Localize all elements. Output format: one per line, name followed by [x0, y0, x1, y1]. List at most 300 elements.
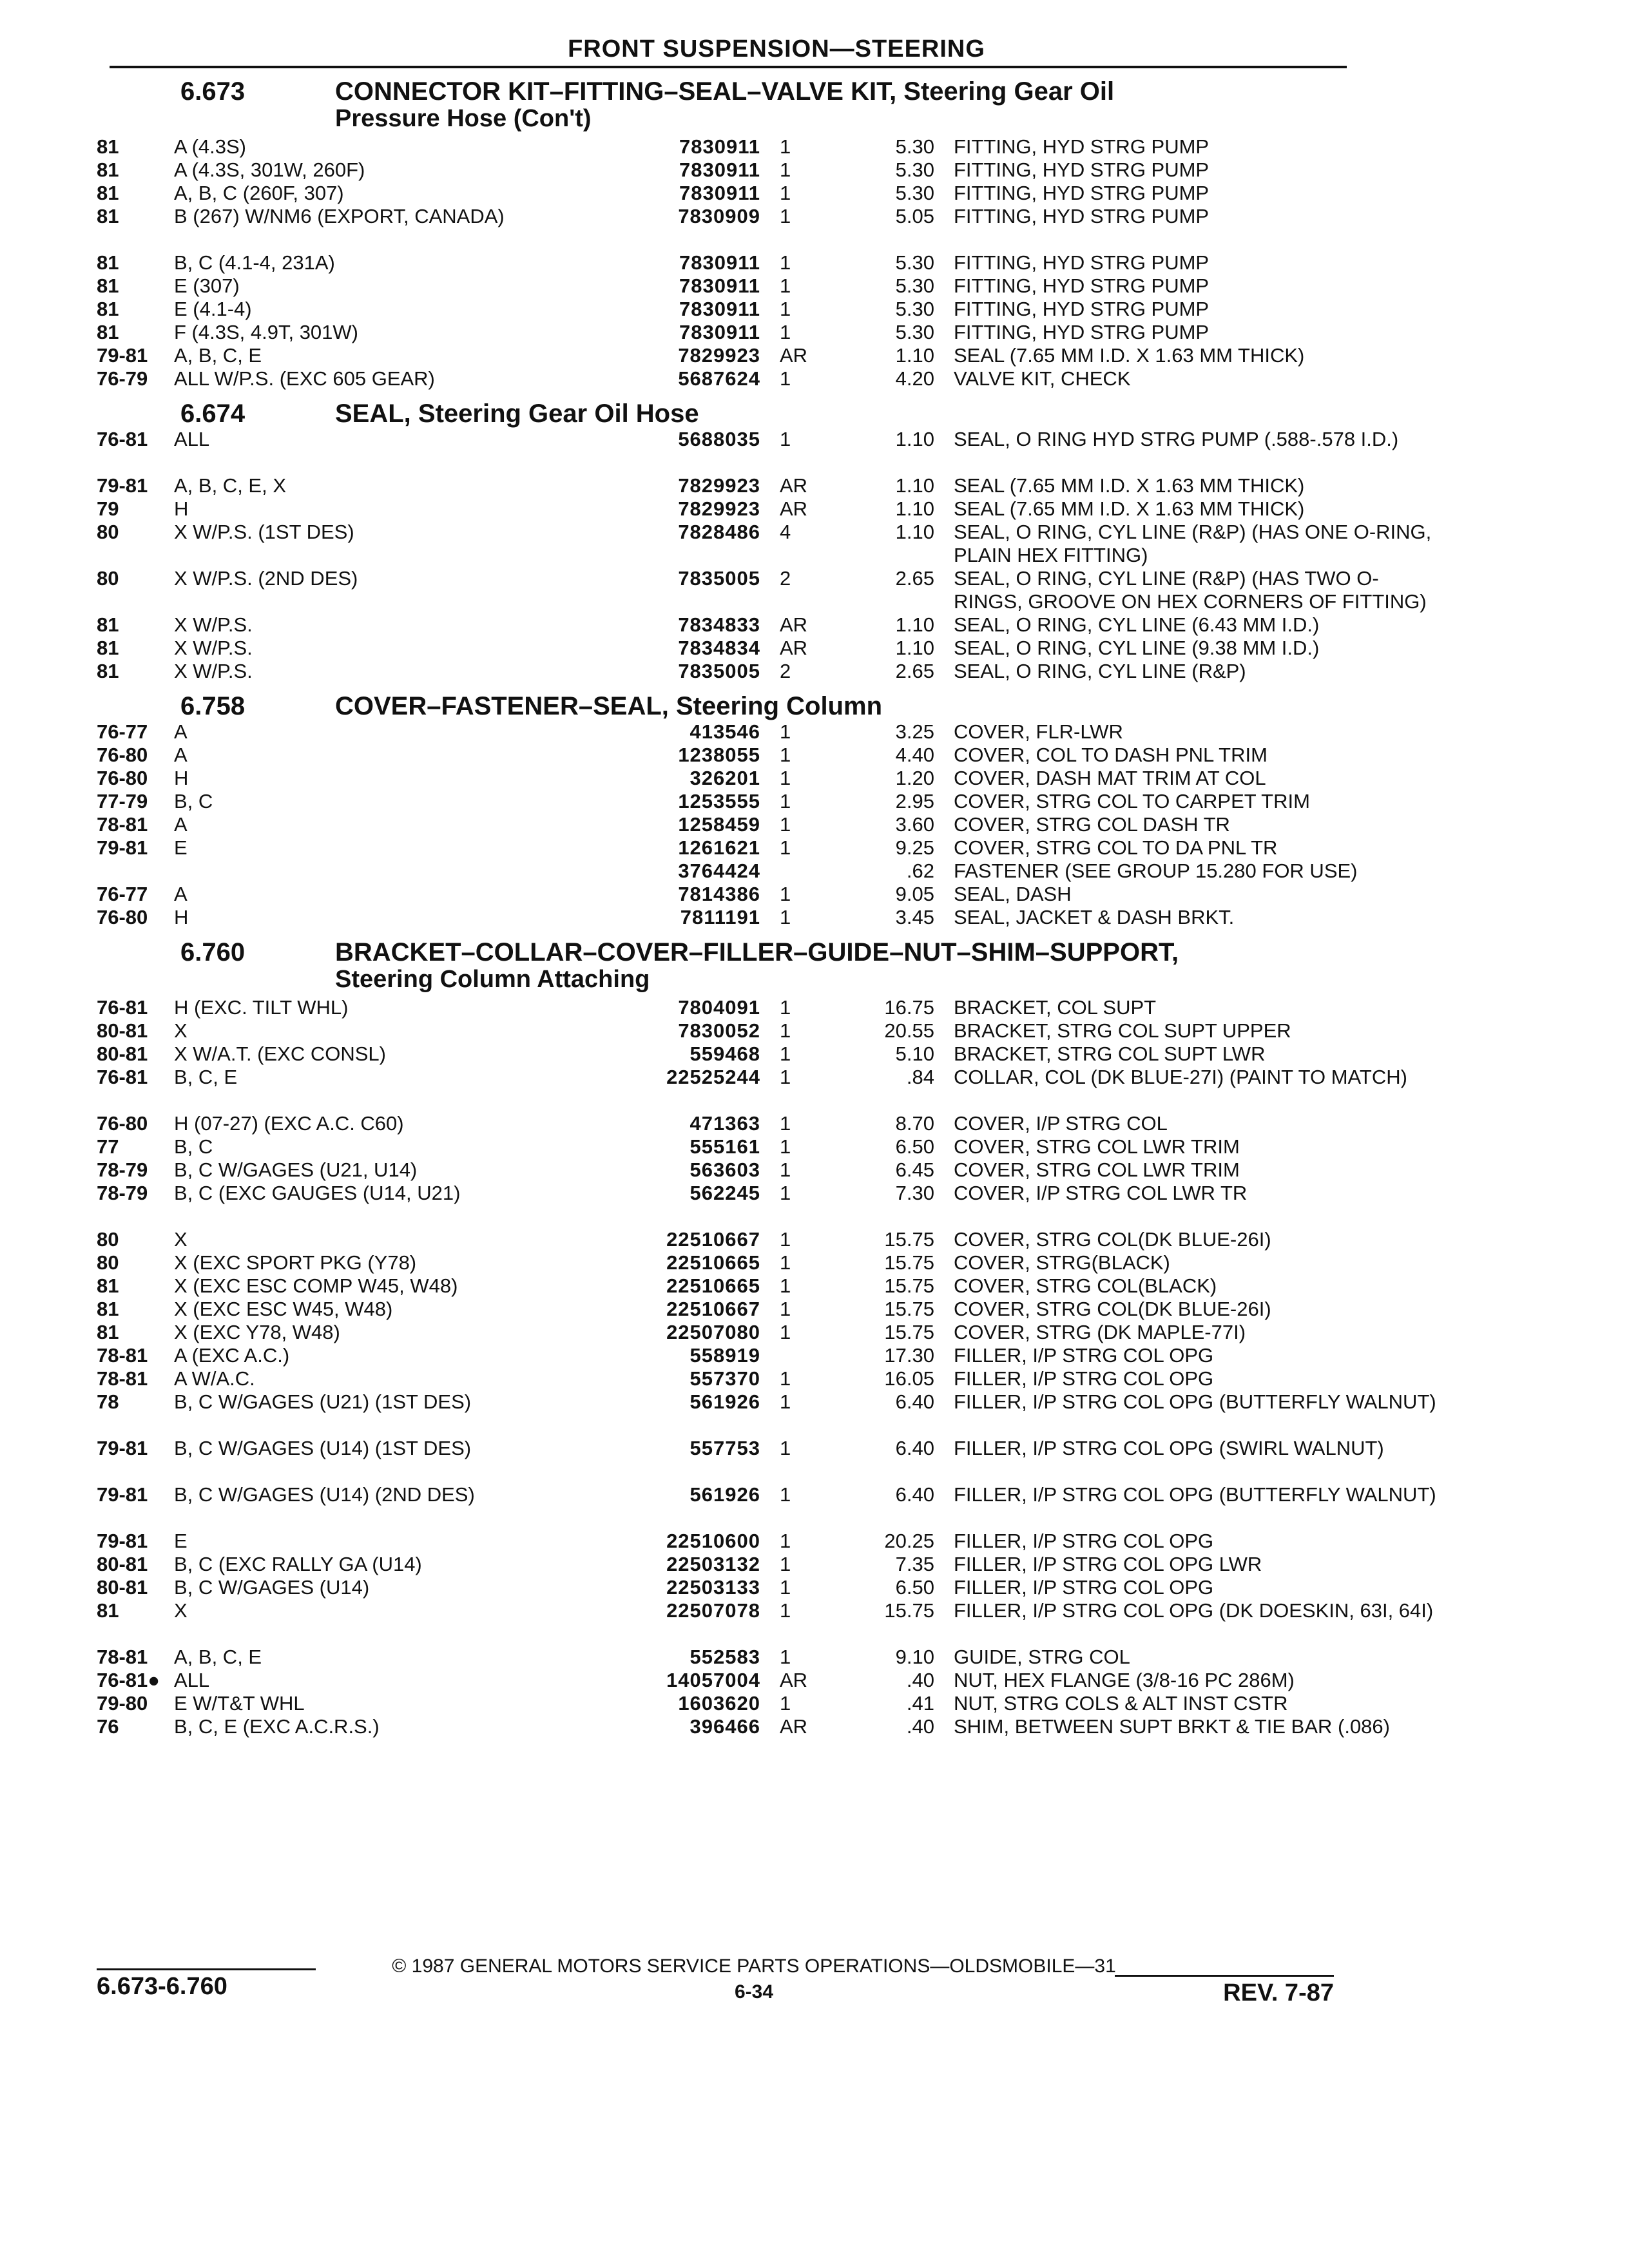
quantity: 1 — [780, 1599, 791, 1622]
year-range: 78-79 — [97, 1182, 148, 1204]
part-number: 471363 — [689, 1112, 760, 1135]
parts-row — [97, 1135, 1347, 1158]
model-application: B, C W/GAGES (U14) (1ST DES) — [174, 1437, 472, 1459]
year-range: 80 — [97, 1251, 119, 1274]
part-description: FITTING, HYD STRG PUMP — [954, 298, 1210, 320]
part-description: COVER, FLR-LWR — [954, 720, 1123, 743]
part-description: FILLER, I/P STRG COL OPG — [954, 1344, 1214, 1367]
parts-row — [97, 1158, 1347, 1182]
quantity: 1 — [780, 159, 791, 181]
part-description: COLLAR, COL (DK BLUE-27I) (PAINT TO MATCH) — [954, 1066, 1407, 1088]
part-description: VALVE KIT, CHECK — [954, 367, 1131, 390]
parts-row — [97, 720, 1347, 744]
part-description: FILLER, I/P STRG COL OPG (DK DOESKIN, 63I, 64I) — [954, 1599, 1434, 1622]
part-description: SEAL, O RING, CYL LINE (R&P) (HAS TWO O-RINGS, GROOVE ON HEX CORNERS OF FITTING) — [954, 567, 1427, 613]
model-application: X W/A.T. (EXC CONSL) — [174, 1043, 386, 1065]
price: .40 — [906, 1715, 934, 1738]
year-range: 79-81 — [97, 474, 148, 497]
quantity: 1 — [780, 1483, 791, 1506]
price: 1.10 — [895, 428, 934, 450]
model-application: H — [174, 906, 189, 928]
price: 5.30 — [895, 159, 934, 181]
parts-row — [97, 1019, 1347, 1043]
part-description: SEAL (7.65 MM I.D. X 1.63 MM THICK) — [954, 497, 1305, 520]
part-number: 326201 — [689, 767, 760, 789]
parts-row — [97, 1576, 1347, 1599]
part-number: 555161 — [689, 1135, 760, 1158]
quantity: 1 — [780, 1367, 791, 1390]
year-range: 81 — [97, 637, 119, 659]
price: .41 — [906, 1692, 934, 1715]
parts-row — [97, 1367, 1347, 1390]
page-title: FRONT SUSPENSION—STEERING — [568, 35, 985, 62]
price: 9.05 — [895, 883, 934, 905]
year-range: 80 — [97, 567, 119, 590]
part-description: SEAL, O RING, CYL LINE (6.43 MM I.D.) — [954, 613, 1320, 636]
quantity: 1 — [780, 182, 791, 204]
quantity: 1 — [780, 996, 791, 1019]
price: 20.55 — [884, 1019, 934, 1042]
section-title: SEAL, Steering Gear Oil Hose — [335, 399, 699, 428]
parts-row — [97, 1344, 1347, 1367]
part-description: FITTING, HYD STRG PUMP — [954, 251, 1210, 274]
parts-row — [97, 1437, 1384, 1483]
parts-row — [97, 660, 1347, 683]
price: 6.40 — [895, 1483, 934, 1506]
part-number: 7834833 — [678, 613, 760, 636]
quantity: 1 — [780, 1182, 791, 1204]
part-description: COVER, I/P STRG COL LWR TR — [954, 1182, 1248, 1204]
year-range: 81 — [97, 159, 119, 181]
parts-row — [97, 1066, 1407, 1112]
parts-row — [97, 996, 1347, 1019]
part-number: 7830911 — [679, 135, 760, 158]
part-number: 557753 — [689, 1437, 760, 1459]
year-range: 76-81 — [97, 1066, 148, 1088]
part-number: 22503132 — [666, 1553, 760, 1575]
catalog-section — [97, 938, 1436, 1762]
part-number: 7829923 — [678, 344, 760, 367]
price: 6.45 — [895, 1158, 934, 1181]
price: 15.75 — [884, 1274, 934, 1297]
part-description: FILLER, I/P STRG COL OPG (SWIRL WALNUT) — [954, 1437, 1384, 1459]
year-range: 76-81 — [97, 428, 148, 450]
part-number: 7830052 — [678, 1019, 760, 1042]
section-number: 6.760 — [180, 938, 246, 966]
model-application: B, C, E — [174, 1066, 238, 1088]
parts-row — [97, 860, 1358, 883]
model-application: X W/P.S. — [174, 660, 253, 682]
parts-row — [97, 428, 1399, 474]
price: 1.10 — [895, 521, 934, 543]
quantity: 2 — [780, 660, 791, 682]
model-application: A (EXC A.C.) — [174, 1344, 290, 1367]
model-application: A W/A.C. — [174, 1367, 255, 1390]
price: 8.70 — [895, 1112, 934, 1135]
part-description: FITTING, HYD STRG PUMP — [954, 274, 1210, 297]
model-application: A (4.3S, 301W, 260F) — [174, 159, 365, 181]
price: 7.30 — [895, 1182, 934, 1204]
year-range: 80 — [97, 521, 119, 543]
year-range: 80-81 — [97, 1019, 148, 1042]
price: .62 — [906, 860, 934, 882]
parts-row — [97, 1483, 1436, 1530]
part-description: FITTING, HYD STRG PUMP — [954, 321, 1210, 343]
part-description: COVER, STRG COL TO CARPET TRIM — [954, 790, 1310, 812]
year-range: 81 — [97, 1321, 119, 1343]
part-description: FILLER, I/P STRG COL OPG (BUTTERFLY WALNUT) — [954, 1390, 1436, 1413]
part-number: 22507078 — [666, 1599, 760, 1622]
price: 5.10 — [895, 1043, 934, 1065]
parts-row — [97, 1043, 1347, 1066]
year-range: 76-77 — [97, 883, 148, 905]
year-range: 78-81 — [97, 813, 148, 836]
part-number: 7830911 — [679, 182, 760, 204]
year-range: 80 — [97, 1228, 119, 1251]
quantity: 1 — [780, 813, 791, 836]
quantity: 1 — [780, 1043, 791, 1065]
part-number: 7829923 — [678, 497, 760, 520]
part-description: SHIM, BETWEEN SUPT BRKT & TIE BAR (.086) — [954, 1715, 1390, 1738]
model-application: H (EXC. TILT WHL) — [174, 996, 349, 1019]
parts-row — [97, 1646, 1347, 1669]
parts-row — [97, 321, 1347, 344]
parts-row — [97, 767, 1347, 790]
price: 3.25 — [895, 720, 934, 743]
quantity: 1 — [780, 251, 791, 274]
parts-row — [97, 637, 1347, 660]
part-number: 22525244 — [666, 1066, 760, 1088]
quantity: 1 — [780, 1437, 791, 1459]
model-application: ALL — [174, 1669, 210, 1691]
quantity: AR — [780, 497, 808, 520]
part-number: 7828486 — [678, 521, 760, 543]
parts-row — [97, 1112, 1347, 1135]
model-application: F (4.3S, 4.9T, 301W) — [174, 321, 358, 343]
year-range: 79-81 — [97, 836, 148, 859]
price: 15.75 — [884, 1228, 934, 1251]
model-application: A — [174, 813, 188, 836]
model-application: A (4.3S) — [174, 135, 246, 158]
model-application: H — [174, 767, 189, 789]
quantity: 1 — [780, 1066, 791, 1088]
quantity: 2 — [780, 567, 791, 590]
section-header — [180, 399, 1347, 428]
quantity: 1 — [780, 720, 791, 743]
part-number: 7830911 — [679, 159, 760, 181]
parts-row — [97, 1669, 1347, 1692]
quantity: 4 — [780, 521, 791, 543]
year-range: 77-79 — [97, 790, 148, 812]
price: 3.60 — [895, 813, 934, 836]
year-range: 80-81 — [97, 1553, 148, 1575]
part-description: COVER, STRG COL DASH TR — [954, 813, 1230, 836]
year-range: 81 — [97, 1599, 119, 1622]
section-subtitle: Pressure Hose (Con't) — [335, 105, 592, 132]
catalog-page — [97, 35, 1436, 1762]
part-description: NUT, HEX FLANGE (3/8-16 PC 286M) — [954, 1669, 1295, 1691]
part-description: GUIDE, STRG COL — [954, 1646, 1130, 1668]
parts-row — [97, 1298, 1347, 1321]
price: 2.65 — [895, 660, 934, 682]
parts-row — [97, 744, 1347, 767]
part-description: COVER, DASH MAT TRIM AT COL — [954, 767, 1266, 789]
price: 16.05 — [884, 1367, 934, 1390]
year-range: 81 — [97, 135, 119, 158]
sections-container — [97, 77, 1436, 1762]
price: 15.75 — [884, 1321, 934, 1343]
model-application: X — [174, 1228, 188, 1251]
price: 2.65 — [895, 567, 934, 590]
model-application: A, B, C, E, X — [174, 474, 286, 497]
part-number: 5687624 — [678, 367, 760, 390]
model-application: B, C (4.1-4, 231A) — [174, 251, 335, 274]
year-range: 81 — [97, 613, 119, 636]
part-description: COVER, STRG COL LWR TRIM — [954, 1158, 1240, 1181]
quantity: AR — [780, 637, 808, 659]
part-description: FILLER, I/P STRG COL OPG LWR — [954, 1553, 1262, 1575]
quantity: 1 — [780, 1228, 791, 1251]
part-description: COVER, STRG(BLACK) — [954, 1251, 1170, 1274]
parts-row — [97, 1715, 1390, 1762]
part-number: 22510665 — [666, 1274, 760, 1297]
parts-row — [97, 205, 1347, 251]
model-application: B, C (EXC RALLY GA (U14) — [174, 1553, 422, 1575]
part-description: FITTING, HYD STRG PUMP — [954, 135, 1210, 158]
price: 20.25 — [884, 1530, 934, 1552]
price: .84 — [906, 1066, 934, 1088]
price: 5.30 — [895, 251, 934, 274]
parts-row — [97, 813, 1347, 836]
model-application: E — [174, 1530, 188, 1552]
model-application: B, C — [174, 1135, 213, 1158]
model-application: ALL — [174, 428, 210, 450]
price: 1.10 — [895, 344, 934, 367]
model-application: X W/P.S. (2ND DES) — [174, 567, 358, 590]
price: 9.10 — [895, 1646, 934, 1668]
part-number: 7829923 — [678, 474, 760, 497]
year-range: 81 — [97, 1298, 119, 1320]
part-number: 7814386 — [678, 883, 760, 905]
year-range: 80-81 — [97, 1043, 148, 1065]
year-range: 76-80 — [97, 744, 148, 766]
model-application: E (307) — [174, 274, 240, 297]
parts-row — [97, 274, 1347, 298]
part-number: 7804091 — [678, 996, 760, 1019]
price: 1.10 — [895, 497, 934, 520]
quantity: 1 — [780, 298, 791, 320]
price: 9.25 — [895, 836, 934, 859]
part-description: NUT, STRG COLS & ALT INST CSTR — [954, 1692, 1288, 1715]
model-application: X W/P.S. (1ST DES) — [174, 521, 354, 543]
parts-row — [97, 836, 1347, 860]
quantity: 1 — [780, 274, 791, 297]
quantity: 1 — [780, 205, 791, 227]
parts-row — [97, 1274, 1347, 1298]
quantity: AR — [780, 1669, 808, 1691]
part-number: 22510667 — [666, 1298, 760, 1320]
year-range: 81 — [97, 182, 119, 204]
section-number: 6.758 — [180, 692, 246, 720]
parts-row — [97, 1530, 1347, 1553]
model-application: B, C W/GAGES (U14) — [174, 1576, 370, 1599]
quantity: 1 — [780, 744, 791, 766]
part-number: 7834834 — [678, 637, 760, 659]
quantity: 1 — [780, 1112, 791, 1135]
quantity: 1 — [780, 1692, 791, 1715]
footer-copyright: © 1987 GENERAL MOTORS SERVICE PARTS OPERATIONS—OLDSMOBILE—31 — [392, 1956, 1116, 1977]
parts-row — [97, 521, 1432, 567]
quantity: 1 — [780, 1530, 791, 1552]
quantity: 1 — [780, 135, 791, 158]
quantity: 1 — [780, 1135, 791, 1158]
quantity: 1 — [780, 790, 791, 812]
parts-row — [97, 883, 1347, 906]
year-range: 76-79 — [97, 367, 148, 390]
year-range: 80-81 — [97, 1576, 148, 1599]
part-description: SEAL, JACKET & DASH BRKT. — [954, 906, 1235, 928]
quantity: 1 — [780, 1321, 791, 1343]
year-range: 77 — [97, 1135, 119, 1158]
part-number: 558919 — [689, 1344, 760, 1367]
parts-row — [97, 1321, 1347, 1344]
model-application: B, C W/GAGES (U21) (1ST DES) — [174, 1390, 472, 1413]
part-description: COVER, STRG COL TO DA PNL TR — [954, 836, 1278, 859]
footer-range: 6.673-6.760 — [97, 1968, 316, 2001]
model-application: A — [174, 883, 188, 905]
quantity: AR — [780, 613, 808, 636]
part-description: COVER, I/P STRG COL — [954, 1112, 1168, 1135]
year-range: 79-81 — [97, 1530, 148, 1552]
price: 15.75 — [884, 1599, 934, 1622]
price: 1.10 — [895, 613, 934, 636]
part-number: 22510667 — [666, 1228, 760, 1251]
model-application: E — [174, 836, 188, 859]
model-application: A — [174, 744, 188, 766]
part-number: 1603620 — [678, 1692, 760, 1715]
quantity: 1 — [780, 767, 791, 789]
section-title: COVER–FASTENER–SEAL, Steering Column — [335, 692, 883, 720]
model-application: H — [174, 497, 189, 520]
price: 6.40 — [895, 1390, 934, 1413]
part-number: 563603 — [689, 1158, 760, 1181]
section-title: CONNECTOR KIT–FITTING–SEAL–VALVE KIT, Steering Gear Oil — [335, 77, 1115, 106]
part-number: 557370 — [689, 1367, 760, 1390]
parts-row — [97, 497, 1347, 521]
model-application: B, C, E (EXC A.C.R.S.) — [174, 1715, 380, 1738]
quantity: AR — [780, 474, 808, 497]
part-number: 1258459 — [678, 813, 760, 836]
year-range: 78-81 — [97, 1646, 148, 1668]
part-description: FILLER, I/P STRG COL OPG — [954, 1530, 1214, 1552]
part-number: 22503133 — [666, 1576, 760, 1599]
year-range: 81 — [97, 1274, 119, 1297]
model-application: X (EXC ESC W45, W48) — [174, 1298, 393, 1320]
quantity: 1 — [780, 1298, 791, 1320]
year-range: 78-81 — [97, 1344, 148, 1367]
quantity: 1 — [780, 1158, 791, 1181]
year-range: 76-81● — [97, 1669, 160, 1691]
price: 5.30 — [895, 298, 934, 320]
parts-row — [97, 367, 1347, 390]
part-number: 7830911 — [679, 321, 760, 343]
year-range: 76-80 — [97, 767, 148, 789]
part-number: 561926 — [689, 1390, 760, 1413]
price: 7.35 — [895, 1553, 934, 1575]
part-number: 22507080 — [666, 1321, 760, 1343]
parts-row — [97, 790, 1347, 813]
part-number: 413546 — [689, 720, 760, 743]
price: 6.50 — [895, 1135, 934, 1158]
quantity: 1 — [780, 367, 791, 390]
model-application: B (267) W/NM6 (EXPORT, CANADA) — [174, 205, 505, 227]
price: 5.30 — [895, 321, 934, 343]
part-description: FITTING, HYD STRG PUMP — [954, 182, 1210, 204]
quantity: 1 — [780, 906, 791, 928]
price: 16.75 — [884, 996, 934, 1019]
part-number: 14057004 — [666, 1669, 760, 1691]
quantity: 1 — [780, 428, 791, 450]
section-subtitle: Steering Column Attaching — [335, 966, 650, 993]
year-range: 81 — [97, 274, 119, 297]
catalog-section — [97, 692, 1358, 929]
parts-row — [97, 298, 1347, 321]
price: 3.45 — [895, 906, 934, 928]
quantity: 1 — [780, 1251, 791, 1274]
part-description: BRACKET, COL SUPT — [954, 996, 1157, 1019]
part-description: COVER, STRG COL LWR TRIM — [954, 1135, 1240, 1158]
year-range: 81 — [97, 205, 119, 227]
model-application: B, C (EXC GAUGES (U14, U21) — [174, 1182, 461, 1204]
parts-row — [97, 1390, 1436, 1437]
catalog-section — [97, 399, 1432, 683]
part-number: 559468 — [689, 1043, 760, 1065]
quantity: 1 — [780, 1274, 791, 1297]
year-range: 76-80 — [97, 1112, 148, 1135]
quantity: AR — [780, 1715, 808, 1738]
part-description: COVER, COL TO DASH PNL TRIM — [954, 744, 1268, 766]
part-description: FITTING, HYD STRG PUMP — [954, 205, 1210, 227]
section-number: 6.674 — [180, 399, 246, 428]
quantity: 1 — [780, 1646, 791, 1668]
catalog-section — [97, 77, 1347, 390]
part-description: SEAL (7.65 MM I.D. X 1.63 MM THICK) — [954, 474, 1305, 497]
year-range: 78-79 — [97, 1158, 148, 1181]
part-number: 552583 — [689, 1646, 760, 1668]
price: 2.95 — [895, 790, 934, 812]
quantity: 1 — [780, 1576, 791, 1599]
price: 1.10 — [895, 474, 934, 497]
quantity: 1 — [780, 321, 791, 343]
year-range: 81 — [97, 298, 119, 320]
year-range: 76-80 — [97, 906, 148, 928]
quantity: 1 — [780, 836, 791, 859]
year-range: 81 — [97, 660, 119, 682]
model-application: A, B, C, E — [174, 1646, 262, 1668]
model-application: A — [174, 720, 188, 743]
part-number: 1253555 — [678, 790, 760, 812]
part-description: FILLER, I/P STRG COL OPG — [954, 1576, 1214, 1599]
part-number: 1261621 — [678, 836, 760, 859]
model-application: X (EXC Y78, W48) — [174, 1321, 340, 1343]
header-rule — [110, 66, 1347, 68]
part-number: 7835005 — [678, 567, 760, 590]
price: 4.20 — [895, 367, 934, 390]
price: 5.30 — [895, 274, 934, 297]
part-description: SEAL, O RING, CYL LINE (9.38 MM I.D.) — [954, 637, 1320, 659]
model-application: X — [174, 1599, 188, 1622]
price: 5.30 — [895, 135, 934, 158]
